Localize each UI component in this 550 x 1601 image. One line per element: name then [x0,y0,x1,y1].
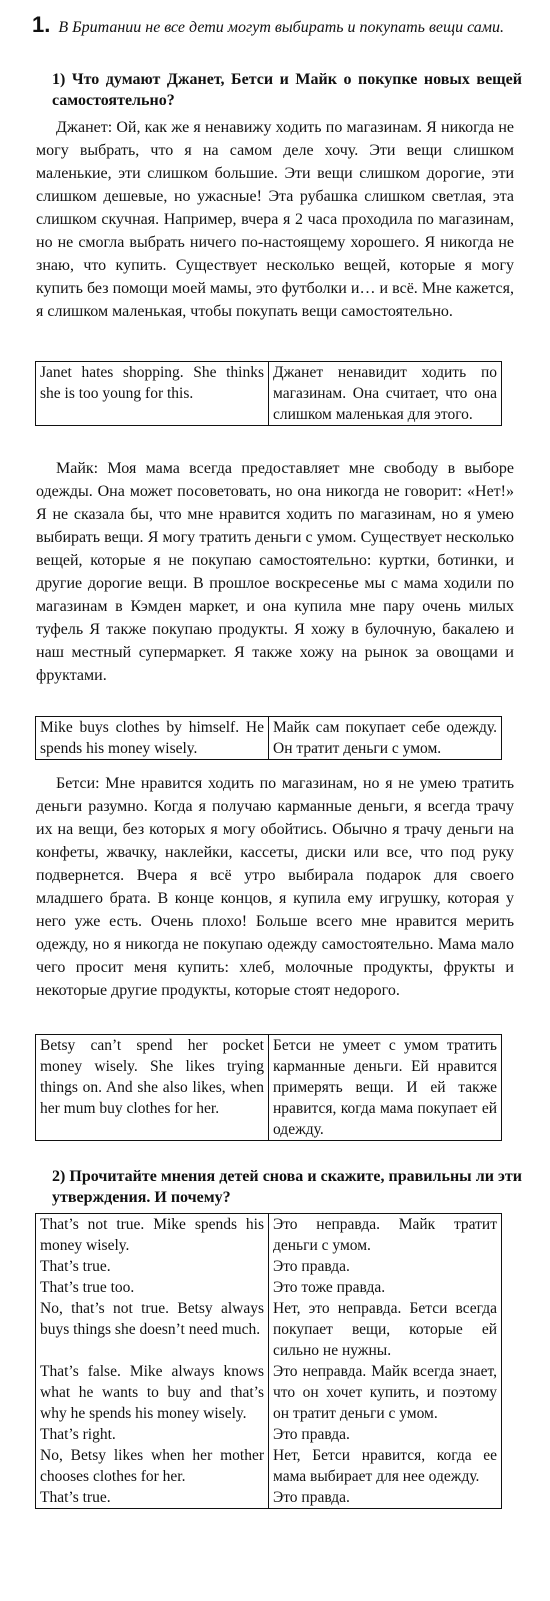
task-number: 1. [32,12,51,37]
answer-en: That’s not true. Mike spends his money wisely. [36,1214,269,1257]
answer-en: That’s true too. [36,1277,269,1298]
answer-row [36,1445,502,1487]
janet-summary-table [35,361,502,426]
question-2-heading: 2) Прочитайте мнения детей снова и скажите, правильны ли эти утверждения. И почему? [52,1168,522,1206]
answer-en: No, Betsy likes when her mother chooses clothes for her. [36,1445,269,1487]
answer-en: That’s true. [36,1487,269,1509]
mike-paragraph: Майк: Моя мама всегда предоставляет мне свободу в выборе одежды. Она может посоветовать, но она никогда не говорит: «Нет!» Я не сказала бы, что мне нравится ходить по магазинам, но я умею выбирать вещи. Я могу тратить деньги с умом. Существует несколько вещей, которые я не покупаю самостоятельно: куртки, ботинки, и другие дорогие вещи. В прошлое воскресенье мы с мама ходили по магазинам в Кэмден маркет, и она купила мне пару очень милых туфель Я также покупаю продукты. Я хожу в булочную, бакалею и наш местный супермаркет. Я также хожу на рынок за овощами и фруктами. [36,460,514,684]
answer-ru: Нет, это неправда. Бетси всегда покупает вещи, которые ей сильно не нужны. [269,1298,502,1361]
question-1-heading: 1) Что думают Джанет, Бетси и Майк о покупке новых вещей самостоятельно? [52,71,522,109]
answer-row [36,1277,502,1298]
janet-summary-en: Janet hates shopping. She thinks she is too young for this. [36,362,269,426]
answer-row [36,1424,502,1445]
answers-table [35,1213,502,1509]
answer-row [36,1298,502,1361]
answer-ru: Это правда. [269,1256,502,1277]
mike-summary-table [35,716,502,760]
task-heading [32,14,522,38]
answer-row [36,1214,502,1257]
answer-ru: Это неправда. Майк тратит деньги с умом. [269,1214,502,1257]
betsy-summary-ru: Бетси не умеет с умом тратить карманные деньги. Ей нравится примерять вещи. И ей также нравится, когда мама покупает ей одежду. [269,1035,502,1141]
janet-paragraph: Джанет: Ой, как же я ненавижу ходить по магазинам. Я никогда не могу выбрать, что я на самом деле хочу. Эти вещи слишком маленькие, эти слишком большие. Эти вещи слишком дорогие, эти слишком дешевые, но ужасные! Эта рубашка слишком светлая, эта слишком скучная. Например, вчера я 2 часа проходила по магазинам, но не смогла выбрать ничего по-настоящему хорошего. Я никогда не знаю, что купить. Существует несколько вещей, которые я могу купить без помощи моей мамы, это футболки и… и всё. Мне кажется, я слишком маленькая, чтобы покупать вещи самостоятельно. [36,119,514,320]
answer-ru: Нет, Бетси нравится, когда ее мама выбирает для нее одежду. [269,1445,502,1487]
answer-en: That’s right. [36,1424,269,1445]
task-intro: В Британии не все дети могут выбирать и покупать вещи сами. [58,19,504,36]
answer-en: That’s true. [36,1256,269,1277]
mike-summary-en: Mike buys clothes by himself. He spends his money wisely. [36,717,269,760]
answer-ru: Это правда. [269,1487,502,1509]
answer-row [36,1256,502,1277]
answer-ru: Это тоже правда. [269,1277,502,1298]
answer-ru: Это правда. [269,1424,502,1445]
answer-en: That’s false. Mike always knows what he wants to buy and that’s why he spends his money wisely. [36,1361,269,1424]
answer-ru: Это неправда. Майк всегда знает, что он хочет купить, и поэтому он тратит деньги с умом. [269,1361,502,1424]
betsy-summary-en: Betsy can’t spend her pocket money wisely. She likes trying things on. And she also likes, when her mum buy clothes for her. [36,1035,269,1141]
answer-en: No, that’s not true. Betsy always buys things she doesn’t need much. [36,1298,269,1361]
janet-summary-ru: Джанет ненавидит ходить по магазинам. Она считает, что она слишком маленькая для этого. [269,362,502,426]
mike-summary-ru: Майк сам покупает себе одежду. Он тратит деньги с умом. [269,717,502,760]
answer-row [36,1361,502,1424]
betsy-summary-table [35,1034,502,1141]
betsy-paragraph: Бетси: Мне нравится ходить по магазинам, но я не умею тратить деньги разумно. Когда я получаю карманные деньги, я всегда трачу их на вещи, без которых я могу обойтись. Обычно я трачу деньги на конфеты, жвачку, наклейки, кассеты, диски или все, что под руку подвернется. Вчера я всё утро выбирала подарок для своего младшего брата. В конце концов, я купила ему игрушку, которая у него уже есть. Очень плохо! Больше всего мне нравится мерить одежду, но я никогда не покупаю одежду самостоятельно. Мама мало чего просит меня купить: хлеб, молочные продукты, фрукты и некоторые другие продукты, которые стоят недорого. [36,775,514,999]
answer-row [36,1487,502,1509]
